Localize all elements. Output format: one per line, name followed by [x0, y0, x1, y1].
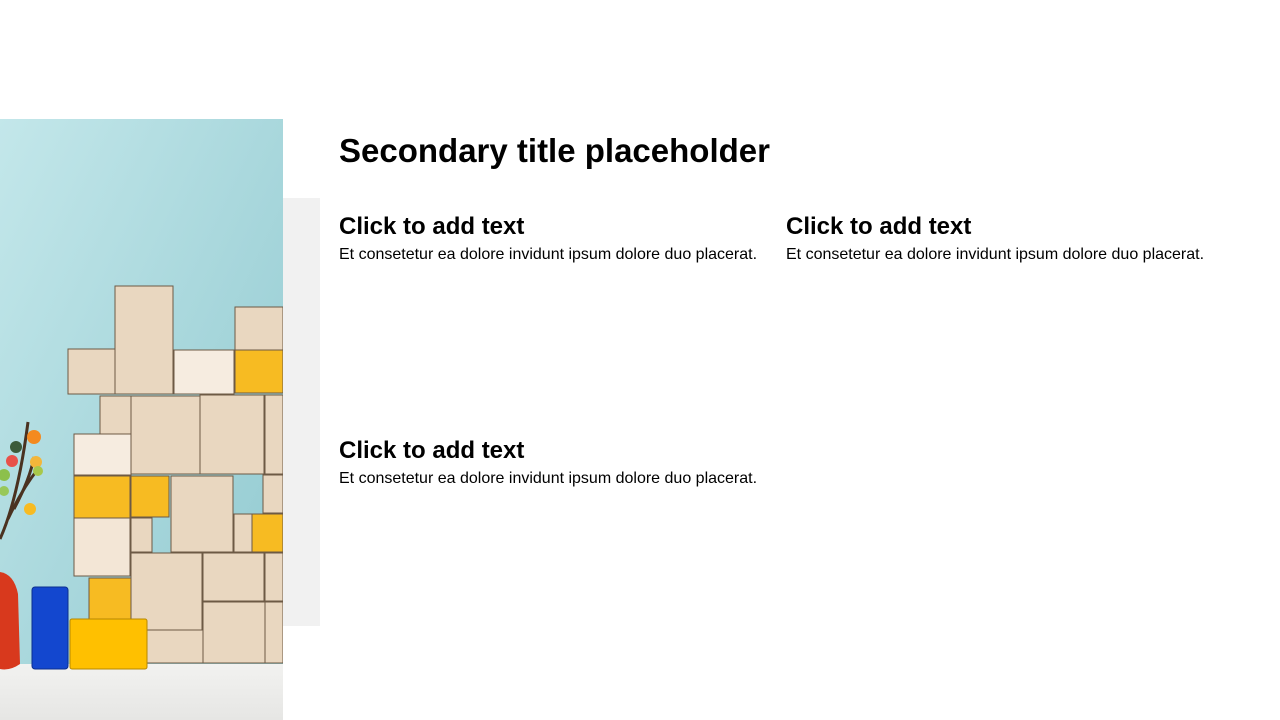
slide-title: Secondary title placeholder — [339, 132, 770, 169]
text-block-heading: Click to add text — [786, 213, 972, 240]
wooden-blocks-photo — [0, 119, 283, 720]
text-block-body: Et consetetur ea dolore invidunt ipsum dolore duo placerat. — [786, 246, 1205, 263]
text-block-2[interactable] — [786, 212, 1216, 265]
text-block-1[interactable] — [339, 212, 769, 265]
text-block-body: Et consetetur ea dolore invidunt ipsum dolore duo placerat. — [339, 246, 758, 263]
text-block-heading: Click to add text — [339, 213, 525, 240]
text-block-heading: Click to add text — [339, 437, 525, 464]
decorative-gray-panel — [283, 198, 320, 626]
text-block-3[interactable] — [339, 436, 769, 489]
text-block-body: Et consetetur ea dolore invidunt ipsum dolore duo placerat. — [339, 470, 758, 487]
